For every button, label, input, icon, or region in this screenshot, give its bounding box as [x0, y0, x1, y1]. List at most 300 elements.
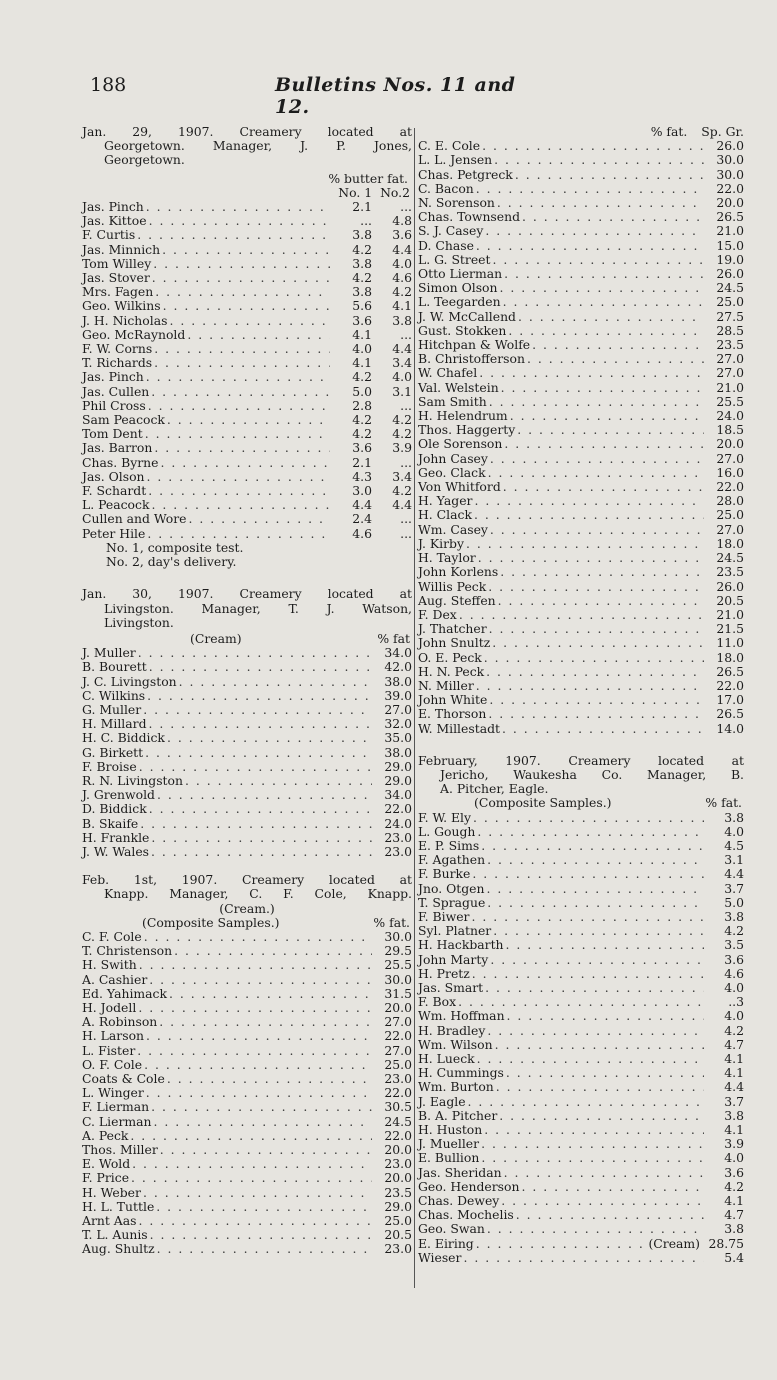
table-row [82, 1115, 412, 1129]
table-row [418, 139, 744, 153]
table-row [418, 295, 744, 309]
leader-dots [143, 703, 372, 717]
table-row [418, 580, 744, 594]
table-row [82, 1171, 412, 1185]
patron-name: H. N. Peck [418, 663, 485, 679]
heading-line: Knapp. Manager, C. F. Cole, Knapp. [104, 886, 412, 902]
patron-name: F. Lierman [82, 1099, 150, 1115]
table-row [418, 508, 744, 522]
table-row [418, 896, 744, 910]
table-row [82, 299, 412, 313]
section-heading [82, 587, 412, 630]
patron-name: Otto Lierman [418, 266, 503, 282]
test-value-no1: ... [360, 213, 372, 229]
patron-name: John Casey [418, 450, 488, 466]
patron-name: Ole Sorenson [418, 436, 503, 452]
fat-value: 39.0 [384, 687, 412, 703]
test-value-no1: 4.2 [352, 426, 372, 442]
leader-dots [138, 1001, 372, 1015]
leader-dots [179, 675, 372, 689]
leader-dots [154, 441, 330, 455]
fat-value: 29.0 [384, 772, 412, 788]
test-value-no2: 4.0 [392, 369, 412, 385]
fat-value: 26.0 [716, 578, 744, 594]
table-row [418, 267, 744, 281]
table-row [418, 381, 744, 395]
table [418, 811, 744, 1237]
patron-name: Hitchpan & Wolfe [418, 337, 531, 353]
patron-name: Aug. Shultz [82, 1241, 155, 1257]
patron-name: H. Yager [418, 493, 473, 509]
footnote: No. 1, composite test. [106, 539, 244, 555]
column-header-label: % fat. [705, 795, 742, 811]
heading-line: Jan. 30, 1907. Creamery located at [82, 586, 412, 602]
table-row [418, 196, 744, 210]
test-value-no2: 3.6 [392, 227, 412, 243]
fat-value: 4.5 [724, 837, 744, 853]
fat-value: 19.0 [716, 251, 744, 267]
leader-dots [522, 210, 704, 224]
leader-dots [137, 228, 330, 242]
table-row [418, 707, 744, 721]
patron-name: F. Agathen [418, 852, 486, 868]
subheading: (Composite Samples.) [474, 795, 612, 811]
leader-dots [506, 1066, 704, 1080]
table-row [82, 802, 412, 816]
patron-name: Syl. Platner [418, 923, 492, 939]
column-header-label: % fat [377, 630, 410, 646]
patron-name: E. Thorson [418, 706, 487, 722]
patron-name: T. Sprague [418, 894, 486, 910]
test-value-no2: 4.8 [392, 213, 412, 229]
patron-name: Jas. Minnich [82, 241, 161, 257]
section-knapp-continued [418, 125, 744, 736]
table-row [82, 689, 412, 703]
column-header-label: Sp. Gr. [701, 124, 744, 139]
test-value-no2: 3.1 [392, 383, 412, 399]
subheading: (Composite Samples.) [142, 914, 280, 930]
fat-value: 29.0 [384, 1198, 412, 1214]
leader-dots [488, 466, 704, 480]
table-row [82, 1044, 412, 1058]
patron-name: E. P. Sims [418, 837, 480, 853]
leader-dots [472, 967, 704, 981]
table-row [418, 239, 744, 253]
leader-dots [159, 1015, 372, 1029]
heading-line: A. Pitcher, Eagle. [440, 781, 549, 797]
table-row [82, 427, 412, 441]
table-row [418, 722, 744, 736]
fat-value: 4.7 [724, 1207, 744, 1223]
patron-name: John Snultz [418, 635, 491, 651]
leader-dots [476, 1237, 647, 1251]
patron-name: Jas. Smart [418, 979, 484, 995]
leader-dots [476, 239, 704, 253]
table-row [418, 480, 744, 494]
table-row [418, 1151, 744, 1165]
fat-value: 22.0 [384, 1085, 412, 1101]
table-row [82, 717, 412, 731]
table-row [82, 441, 412, 455]
fat-value: 21.5 [716, 621, 744, 637]
leader-dots [149, 717, 372, 731]
table-row [418, 153, 744, 167]
leader-dots [169, 987, 372, 1001]
patron-name: L. Fister [82, 1042, 136, 1058]
patron-name: L. G. Street [418, 251, 491, 267]
patron-name: J. Thatcher [418, 621, 487, 637]
fat-value: 30.0 [716, 166, 744, 182]
patron-name: T. Richards [82, 355, 153, 371]
table-row [418, 523, 744, 537]
table-row [82, 228, 412, 242]
fat-value: 4.4 [724, 1079, 744, 1095]
test-value-no1: 2.1 [352, 454, 372, 470]
table-row [418, 839, 744, 853]
fat-value: ..3 [728, 994, 744, 1010]
leader-dots [503, 480, 704, 494]
column-header-label: No. 1 [338, 184, 373, 200]
fat-value: 18.0 [716, 535, 744, 551]
patron-name: H. Cummings [418, 1065, 504, 1081]
fat-value: 35.0 [384, 730, 412, 746]
patron-name: F. Box [418, 994, 457, 1010]
patron-name: C. F. Cole [82, 928, 142, 944]
leader-dots [458, 995, 704, 1009]
leader-dots [521, 1180, 704, 1194]
fat-value: 17.0 [716, 692, 744, 708]
table-row [418, 210, 744, 224]
test-value-no1: 3.8 [352, 227, 372, 243]
fat-value: 21.0 [716, 379, 744, 395]
patron-name: B. Skaife [82, 815, 139, 831]
footnote: No. 2, day's delivery. [106, 554, 237, 570]
fat-value: 3.6 [724, 951, 744, 967]
table-row [82, 788, 412, 802]
section-knapp [82, 873, 412, 1256]
column-header [82, 172, 412, 186]
leader-dots [476, 182, 704, 196]
test-value-no2: 4.2 [392, 483, 412, 499]
patron-name: J. C. Livingston [82, 673, 177, 689]
leader-dots [518, 310, 704, 324]
table-row [82, 731, 412, 745]
table-row [82, 470, 412, 484]
table-row [418, 608, 744, 622]
leader-dots [488, 580, 704, 594]
fat-value: 23.5 [716, 337, 744, 353]
table-row [82, 314, 412, 328]
test-value-no1: 4.6 [352, 525, 372, 541]
leader-dots [485, 224, 704, 238]
patron-name: W. Millestadt [418, 720, 500, 736]
leader-dots [130, 1129, 372, 1143]
patron-name: F. Schardt [82, 483, 147, 499]
patron-name: Thos. Miller [82, 1142, 158, 1158]
table-row [82, 1015, 412, 1029]
table-row [82, 1129, 412, 1143]
patron-name: L. Peacock [82, 497, 150, 513]
patron-name: Sam Peacock [82, 412, 165, 428]
leader-dots [139, 958, 372, 972]
patron-name: Chas. Petgreck [418, 166, 513, 182]
fat-value: 38.0 [384, 673, 412, 689]
section-heading [82, 873, 412, 901]
patron-name: F. Broise [82, 758, 137, 774]
table-row [82, 660, 412, 674]
table-row [418, 594, 744, 608]
patron-name: S. J. Casey [418, 223, 484, 239]
fat-value: 18.0 [716, 649, 744, 665]
leader-dots [516, 1208, 704, 1222]
leader-dots [146, 1086, 372, 1100]
leader-dots [167, 413, 330, 427]
fat-value: 22.0 [716, 180, 744, 196]
patron-name: H. Lueck [418, 1051, 475, 1066]
fat-value: 11.0 [716, 635, 744, 651]
table-row [418, 1194, 744, 1208]
patron-name: H. Huston [418, 1122, 483, 1138]
leader-dots [499, 1109, 704, 1123]
fat-value: 21.0 [716, 223, 744, 239]
fat-value: 20.0 [716, 195, 744, 211]
table-row [418, 1080, 744, 1094]
patron-name: Ed. Yahimack [82, 985, 167, 1001]
table-row [82, 271, 412, 285]
heading-line: Livingston. [104, 614, 174, 630]
leader-dots [490, 452, 704, 466]
patron-name: T. Christenson [82, 943, 173, 959]
fat-value: 22.0 [716, 677, 744, 693]
patron-name: H. Weber [82, 1184, 141, 1200]
patron-name: Jas. Barron [82, 440, 153, 456]
table-row [82, 1228, 412, 1242]
fat-value: 27.0 [716, 351, 744, 367]
column-header [418, 796, 744, 810]
leader-dots [489, 693, 704, 707]
leader-dots [146, 1029, 372, 1043]
patron-name: Thos. Haggerty [418, 422, 516, 438]
table [82, 930, 412, 1257]
leader-dots [503, 295, 704, 309]
table-row [418, 636, 744, 650]
fat-value: 32.0 [384, 716, 412, 732]
leader-dots [501, 1194, 704, 1208]
section-jericho [418, 754, 744, 1265]
patron-name: F. Curtis [82, 227, 136, 243]
patron-name: Coats & Cole [82, 1071, 165, 1086]
patron-name: F. W. Ely [418, 809, 471, 825]
patron-name: L. Winger [82, 1085, 144, 1101]
fat-value: 20.0 [384, 1142, 412, 1158]
fat-value: 22.0 [384, 1028, 412, 1044]
fat-value: 20.0 [716, 436, 744, 452]
leader-dots [132, 1157, 372, 1171]
patron-name: Geo. McRaynold [82, 326, 186, 342]
fat-value: 3.7 [724, 880, 744, 896]
table-row [82, 370, 412, 384]
leader-dots [146, 370, 330, 384]
table-row [82, 746, 412, 760]
table-row [418, 423, 744, 437]
table-row [418, 622, 744, 636]
test-value-no1: 3.8 [352, 284, 372, 300]
column-header-label: No.2 [380, 184, 410, 200]
leader-dots [515, 168, 704, 182]
test-value-no1: 4.2 [352, 270, 372, 286]
patron-name: Arnt Aas [82, 1213, 137, 1229]
patron-name: Von Whitford [418, 479, 501, 495]
test-value-no1: 3.0 [352, 483, 372, 499]
test-value-no1: 4.4 [352, 497, 372, 513]
test-value-no2: 4.2 [392, 284, 412, 300]
leader-dots [495, 1038, 704, 1052]
table-row [418, 338, 744, 352]
table-row [82, 512, 412, 526]
test-value-no2: 3.8 [392, 312, 412, 328]
test-value-no2: 4.1 [392, 298, 412, 314]
leader-dots [496, 1080, 704, 1094]
fat-value: 27.0 [716, 521, 744, 537]
leader-dots [488, 707, 704, 721]
fat-value: 23.0 [384, 1071, 412, 1086]
heading-line: Jericho, Waukesha Co. Manager, B. [440, 766, 744, 782]
running-header [90, 74, 550, 118]
fat-value: 23.0 [384, 843, 412, 859]
table-row [418, 651, 744, 665]
table-row [418, 924, 744, 938]
column-header-label: % fat. [650, 124, 688, 139]
table-row [82, 200, 412, 214]
patron-name: John Korlens [418, 564, 499, 580]
patron-name: Chas. Byrne [82, 454, 159, 470]
leader-dots [507, 1009, 704, 1023]
table-row [418, 1038, 744, 1052]
fat-value: 4.2 [724, 1178, 744, 1194]
fat-value: 3.1 [724, 852, 744, 868]
leader-dots [497, 196, 704, 210]
patron-name: J. Grenwold [82, 787, 155, 803]
test-value-no2: ... [400, 525, 412, 541]
patron-name: N. Sorenson [418, 195, 495, 211]
leader-dots [484, 651, 704, 665]
patron-name: Wieser [418, 1249, 462, 1265]
leader-dots [189, 512, 331, 526]
leader-dots [153, 1115, 372, 1129]
fat-value: 27.0 [716, 365, 744, 381]
leader-dots [494, 153, 704, 167]
left-column [82, 125, 412, 1257]
patron-name: John White [418, 692, 488, 708]
leader-dots [487, 1024, 704, 1038]
test-value-no1: 4.0 [352, 341, 372, 357]
leader-dots [473, 811, 704, 825]
leader-dots [532, 338, 704, 352]
fat-value: 4.0 [724, 1150, 744, 1166]
table-row [82, 285, 412, 299]
fat-value: 23.0 [384, 1241, 412, 1257]
test-value-no1: 5.0 [352, 383, 372, 399]
patron-name: C. Wilkins [82, 687, 146, 703]
fat-value: 4.6 [724, 965, 744, 981]
table-row [82, 1157, 412, 1171]
heading-line: Jan. 29, 1907. Creamery located at [82, 124, 412, 139]
test-value-no2: 3.9 [392, 440, 412, 456]
fat-value: 4.7 [724, 1036, 744, 1052]
fat-value: 24.5 [716, 550, 744, 566]
fat-value: 22.0 [384, 801, 412, 817]
fat-value: 16.0 [716, 464, 744, 480]
patron-name: J. Kirby [418, 535, 464, 551]
leader-dots [167, 1072, 372, 1086]
leader-dots [147, 527, 330, 541]
patron-name: H. Clack [418, 507, 472, 523]
leader-dots [463, 1251, 704, 1265]
patron-name: John Marty [418, 951, 489, 967]
patron-name: J. Eagle [418, 1093, 466, 1109]
table-row [418, 825, 744, 839]
right-column [418, 125, 744, 1265]
patron-name: B. Christofferson [418, 351, 525, 367]
fat-value: 26.5 [716, 706, 744, 722]
fat-value: 4.2 [724, 1022, 744, 1038]
patron-name: J. W. McCallend [418, 308, 516, 324]
column-header-label: % fat. [373, 914, 410, 930]
table-row [418, 679, 744, 693]
patron-name: Tom Dent [82, 426, 143, 442]
table-row [418, 537, 744, 551]
table-row [82, 1072, 412, 1086]
table-row [82, 1100, 412, 1114]
table-row [418, 366, 744, 380]
leader-dots [138, 1214, 372, 1228]
table-row [82, 527, 412, 541]
leader-dots [149, 973, 372, 987]
table-row [82, 1214, 412, 1228]
table-row [418, 310, 744, 324]
leader-dots [459, 608, 704, 622]
fat-value: 5.0 [724, 894, 744, 910]
subheading: (Cream) [190, 630, 242, 646]
fat-value: 27.0 [384, 1014, 412, 1030]
fat-value: 28.5 [716, 322, 744, 338]
patron-name: H. Swith [82, 957, 137, 973]
leader-dots [138, 646, 372, 660]
leader-dots [482, 139, 704, 153]
table-row [418, 466, 744, 480]
patron-name: Cullen and Wore [82, 511, 187, 527]
test-value-no1: 4.3 [352, 468, 372, 484]
patron-name: Chas. Mochelis [418, 1207, 514, 1223]
leader-dots [148, 484, 330, 498]
fat-value: 30.0 [716, 152, 744, 168]
leader-dots [151, 831, 372, 845]
table-row [418, 938, 744, 952]
patron-name: Willis Peck [418, 578, 487, 594]
leader-dots [506, 938, 704, 952]
test-value-no2: 3.4 [392, 468, 412, 484]
fat-value: 20.5 [384, 1227, 412, 1243]
fat-value: 20.5 [716, 592, 744, 608]
patron-name: Peter Hile [82, 525, 146, 541]
test-value-no1: 3.8 [352, 255, 372, 271]
leader-dots [146, 200, 330, 214]
test-value-no1: 4.2 [352, 369, 372, 385]
leader-dots [474, 508, 704, 522]
table-row [418, 182, 744, 196]
table-row [82, 1001, 412, 1015]
leader-dots [476, 679, 704, 693]
